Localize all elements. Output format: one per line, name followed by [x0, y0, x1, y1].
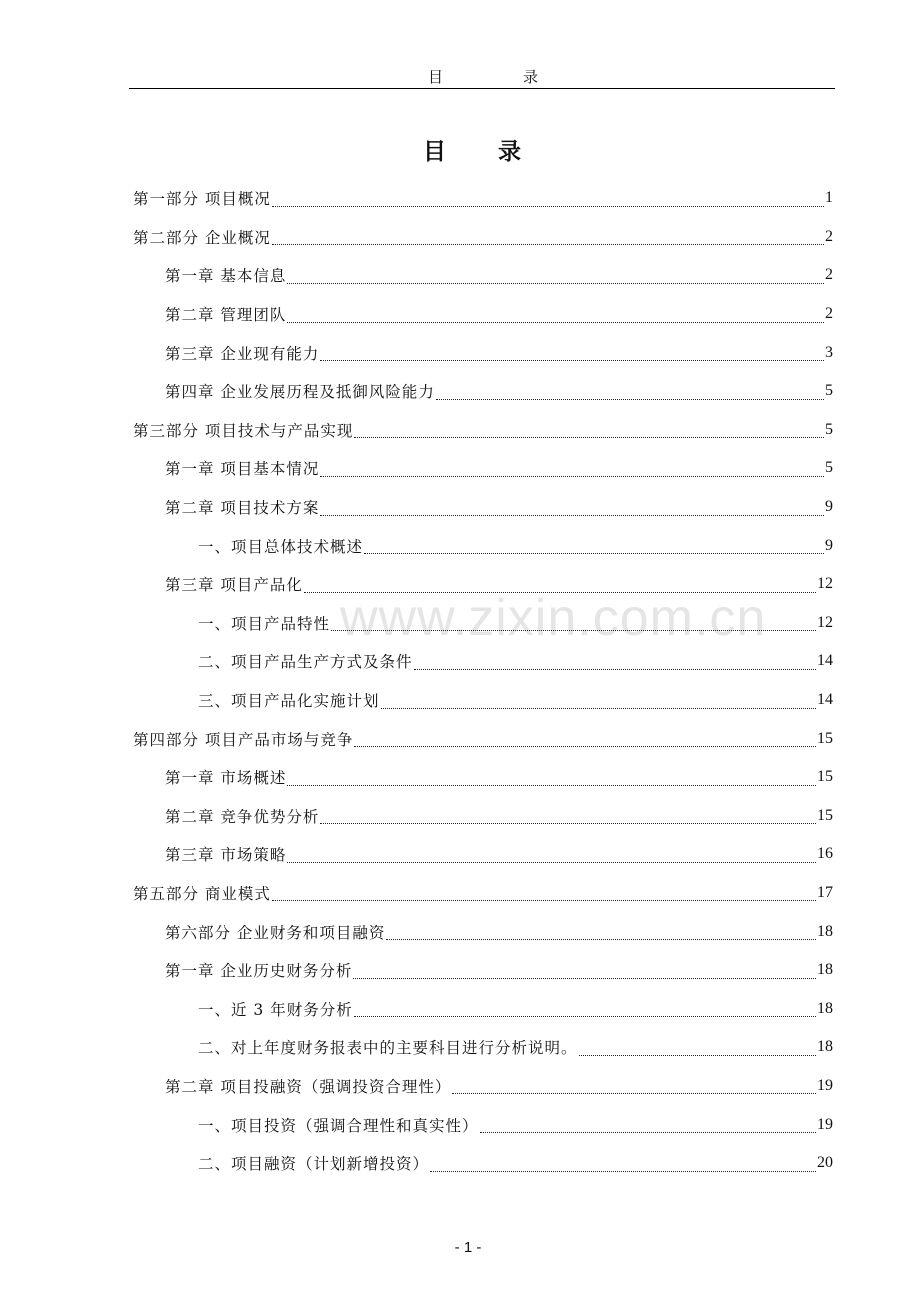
toc-dot-leader: [381, 694, 816, 709]
toc-entry-page: 9: [825, 536, 833, 554]
toc-entry-label: 第三章 市场策略: [165, 846, 287, 865]
toc-entry[interactable]: [133, 989, 833, 1028]
toc-entry[interactable]: [133, 218, 833, 257]
toc-entry[interactable]: [133, 411, 833, 450]
table-of-contents: [133, 179, 833, 1182]
toc-entry-label: 一、项目投资（强调合理性和真实性）: [198, 1116, 479, 1135]
toc-entry-label: 第三部分 项目技术与产品实现: [133, 421, 354, 440]
running-header: [0, 66, 920, 87]
toc-entry-label: 第二部分 企业概况: [133, 228, 271, 247]
toc-dot-leader: [386, 925, 816, 940]
toc-entry[interactable]: [133, 604, 833, 643]
toc-entry[interactable]: [133, 179, 833, 218]
toc-dot-leader: [436, 385, 824, 400]
toc-entry-page: 12: [817, 613, 833, 631]
toc-entry[interactable]: [133, 642, 833, 681]
toc-entry-label: 一、项目总体技术概述: [198, 537, 364, 556]
toc-entry-page: 15: [817, 806, 833, 824]
toc-entry-label: 三、项目产品化实施计划: [198, 692, 380, 711]
toc-entry[interactable]: [133, 1028, 833, 1067]
watermark: www.zixin.com.cn: [340, 589, 767, 647]
toc-entry-label: 第一部分 项目概况: [133, 190, 271, 209]
toc-entry-label: 第四部分 项目产品市场与竞争: [133, 730, 354, 749]
toc-entry[interactable]: [133, 488, 833, 527]
toc-entry-label: 第五部分 商业模式: [133, 884, 271, 903]
toc-entry-label: 一、近 3 年财务分析: [198, 1000, 353, 1019]
toc-entry[interactable]: [133, 951, 833, 990]
toc-dot-leader: [320, 809, 816, 824]
running-header-left: 目: [427, 68, 443, 86]
toc-entry-page: 2: [825, 305, 833, 323]
toc-entry[interactable]: [133, 449, 833, 488]
toc-entry-label: 一、项目产品特性: [198, 614, 331, 633]
toc-entry[interactable]: [133, 1067, 833, 1106]
toc-dot-leader: [320, 501, 824, 516]
toc-dot-leader: [364, 539, 824, 554]
toc-entry-page: 18: [817, 1038, 833, 1056]
toc-dot-leader: [354, 423, 824, 438]
toc-entry-page: 16: [817, 845, 833, 863]
toc-entry[interactable]: [133, 526, 833, 565]
toc-entry[interactable]: [133, 372, 833, 411]
toc-dot-leader: [452, 1079, 816, 1094]
header-rule: [129, 88, 835, 89]
toc-entry-page: 5: [825, 382, 833, 400]
toc-entry-label: 第二章 项目技术方案: [165, 499, 320, 518]
toc-entry-page: 18: [817, 999, 833, 1017]
toc-entry-page: 12: [817, 575, 833, 593]
toc-entry-label: 第一章 市场概述: [165, 769, 287, 788]
toc-entry[interactable]: [133, 1105, 833, 1144]
toc-dot-leader: [320, 462, 824, 477]
toc-dot-leader: [480, 1118, 816, 1133]
toc-entry[interactable]: [133, 333, 833, 372]
toc-dot-leader: [272, 192, 824, 207]
toc-dot-leader: [287, 771, 816, 786]
toc-dot-leader: [320, 346, 824, 361]
toc-dot-leader: [272, 230, 824, 245]
toc-dot-leader: [354, 1002, 816, 1017]
toc-entry-label: 第二章 项目投融资（强调投资合理性）: [165, 1077, 452, 1096]
toc-entry-label: 第四章 企业发展历程及抵御风险能力: [165, 383, 435, 402]
toc-entry-page: 14: [817, 652, 833, 670]
toc-dot-leader: [287, 308, 824, 323]
toc-entry-label: 第三章 企业现有能力: [165, 344, 320, 363]
toc-entry[interactable]: [133, 1144, 833, 1183]
page-title: 目 录: [422, 138, 543, 165]
toc-entry-label: 第三章 项目产品化: [165, 576, 303, 595]
toc-entry-page: 19: [817, 1115, 833, 1133]
running-header-right: 录: [523, 68, 539, 86]
toc-dot-leader: [579, 1041, 816, 1056]
toc-entry-page: 20: [817, 1154, 833, 1172]
toc-entry-page: 14: [817, 691, 833, 709]
toc-entry-label: 二、对上年度财务报表中的主要科目进行分析说明。: [198, 1039, 578, 1058]
toc-dot-leader: [304, 578, 816, 593]
toc-entry-label: 第一章 项目基本情况: [165, 460, 320, 479]
toc-dot-leader: [354, 732, 816, 747]
toc-entry-label: 第六部分 企业财务和项目融资: [165, 923, 386, 942]
toc-dot-leader: [272, 886, 816, 901]
toc-dot-leader: [353, 964, 816, 979]
toc-entry-page: 15: [817, 768, 833, 786]
toc-entry[interactable]: [133, 565, 833, 604]
toc-entry[interactable]: [133, 874, 833, 913]
toc-entry-page: 3: [825, 343, 833, 361]
toc-entry-page: 2: [825, 227, 833, 245]
toc-entry-page: 5: [825, 420, 833, 438]
toc-entry[interactable]: [133, 719, 833, 758]
toc-dot-leader: [287, 848, 816, 863]
toc-entry[interactable]: [133, 758, 833, 797]
toc-entry[interactable]: [133, 295, 833, 334]
toc-entry-page: 1: [825, 189, 833, 207]
toc-entry[interactable]: [133, 835, 833, 874]
toc-entry-label: 二、项目融资（计划新增投资）: [198, 1155, 430, 1174]
toc-entry-page: 2: [825, 266, 833, 284]
toc-dot-leader: [331, 616, 816, 631]
toc-entry-label: 第二章 竞争优势分析: [165, 807, 320, 826]
toc-entry-page: 15: [817, 729, 833, 747]
toc-entry[interactable]: [133, 681, 833, 720]
toc-entry-label: 第一章 基本信息: [165, 267, 287, 286]
toc-dot-leader: [430, 1157, 816, 1172]
toc-entry-page: 9: [825, 498, 833, 516]
toc-entry-label: 二、项目产品生产方式及条件: [198, 653, 413, 672]
toc-entry[interactable]: [133, 912, 833, 951]
toc-dot-leader: [287, 269, 824, 284]
toc-entry-page: 18: [817, 961, 833, 979]
toc-dot-leader: [414, 655, 816, 670]
toc-entry-label: 第一章 企业历史财务分析: [165, 962, 353, 981]
toc-entry-label: 第二章 管理团队: [165, 306, 287, 325]
toc-entry-page: 5: [825, 459, 833, 477]
toc-entry-page: 18: [817, 922, 833, 940]
toc-entry[interactable]: [133, 256, 833, 295]
toc-entry-page: 17: [817, 883, 833, 901]
toc-entry-page: 19: [817, 1076, 833, 1094]
page-number: - 1 -: [454, 1239, 482, 1256]
toc-entry[interactable]: [133, 797, 833, 836]
